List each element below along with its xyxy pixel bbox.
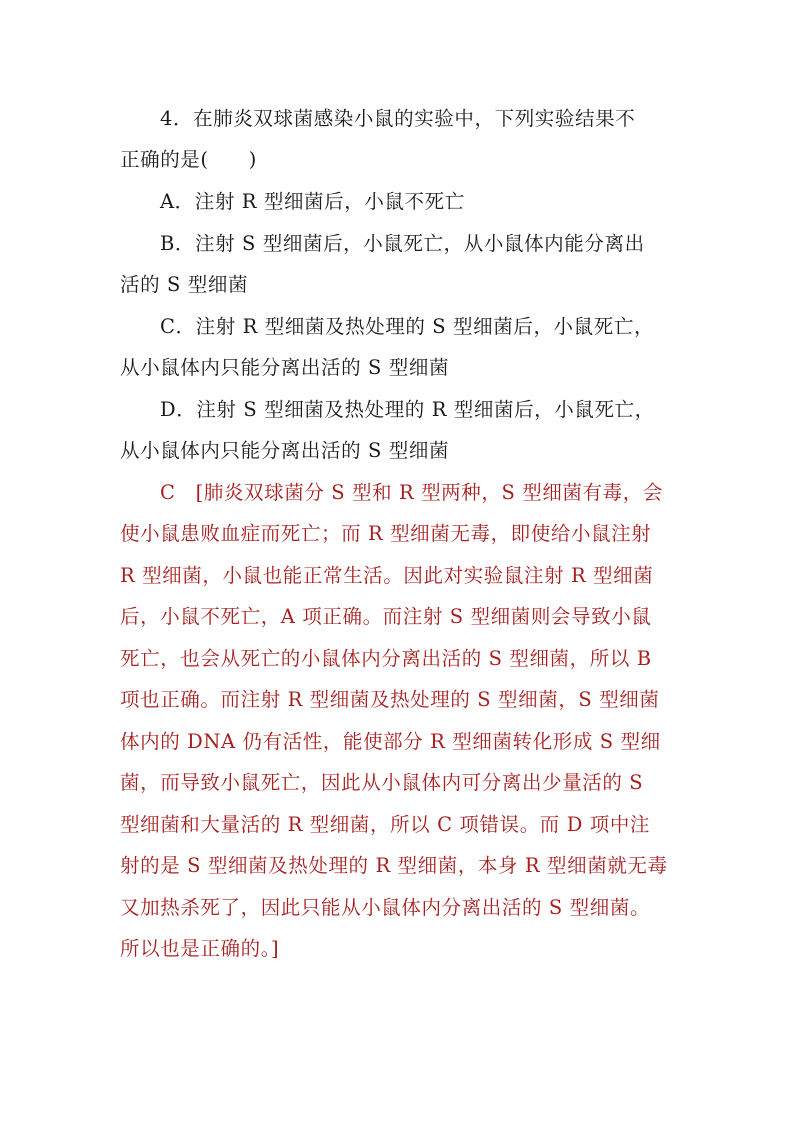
answer-line-11: 又加热杀死了，因此只能从小鼠体内分离出活的 S 型细菌。 — [120, 896, 651, 919]
answer-line-4: 后，小鼠不死亡，A 项正确。而注射 S 型细菌则会导致小鼠 — [120, 605, 652, 628]
answer-line-12: 所以也是正确的。] — [120, 937, 280, 960]
answer-line-3: R 型细菌，小鼠也能正常生活。因此对实验鼠注射 R 型细菌 — [120, 564, 654, 587]
question-stem-line-2: 正确的是( ) — [120, 148, 258, 171]
answer-line-1: C [肺炎双球菌分 S 型和 R 型两种，S 型细菌有毒，会 — [160, 481, 663, 504]
option-a: A．注射 R 型细菌后，小鼠不死亡 — [160, 190, 465, 213]
question-stem-line-1: 4．在肺炎双球菌感染小鼠的实验中，下列实验结果不 — [160, 107, 636, 130]
answer-line-7: 体内的 DNA 仍有活性，能使部分 R 型细菌转化形成 S 型细 — [120, 730, 661, 753]
answer-line-9: 型细菌和大量活的 R 型细菌，所以 C 项错误。而 D 项中注 — [120, 813, 651, 836]
option-d-line-2: 从小鼠体内只能分离出活的 S 型细菌 — [120, 439, 450, 462]
option-d-line-1: D．注射 S 型细菌及热处理的 R 型细菌后，小鼠死亡， — [160, 398, 655, 421]
option-b-line-1: B．注射 S 型细菌后，小鼠死亡，从小鼠体内能分离出 — [160, 232, 645, 255]
answer-line-8: 菌，而导致小鼠死亡，因此从小鼠体内可分离出少量活的 S — [120, 771, 644, 794]
option-c-line-1: C．注射 R 型细菌及热处理的 S 型细菌后，小鼠死亡， — [160, 315, 655, 338]
option-c-line-2: 从小鼠体内只能分离出活的 S 型细菌 — [120, 356, 450, 379]
option-b-line-2: 活的 S 型细菌 — [120, 273, 249, 296]
answer-line-5: 死亡，也会从死亡的小鼠体内分离出活的 S 型细菌，所以 B — [120, 647, 652, 670]
answer-line-2: 使小鼠患败血症而死亡；而 R 型细菌无毒，即使给小鼠注射 — [120, 522, 652, 545]
answer-line-10: 射的是 S 型细菌及热处理的 R 型细菌，本身 R 型细菌就无毒 — [120, 854, 668, 877]
answer-line-6: 项也正确。而注射 R 型细菌及热处理的 S 型细菌，S 型细菌 — [120, 688, 660, 711]
